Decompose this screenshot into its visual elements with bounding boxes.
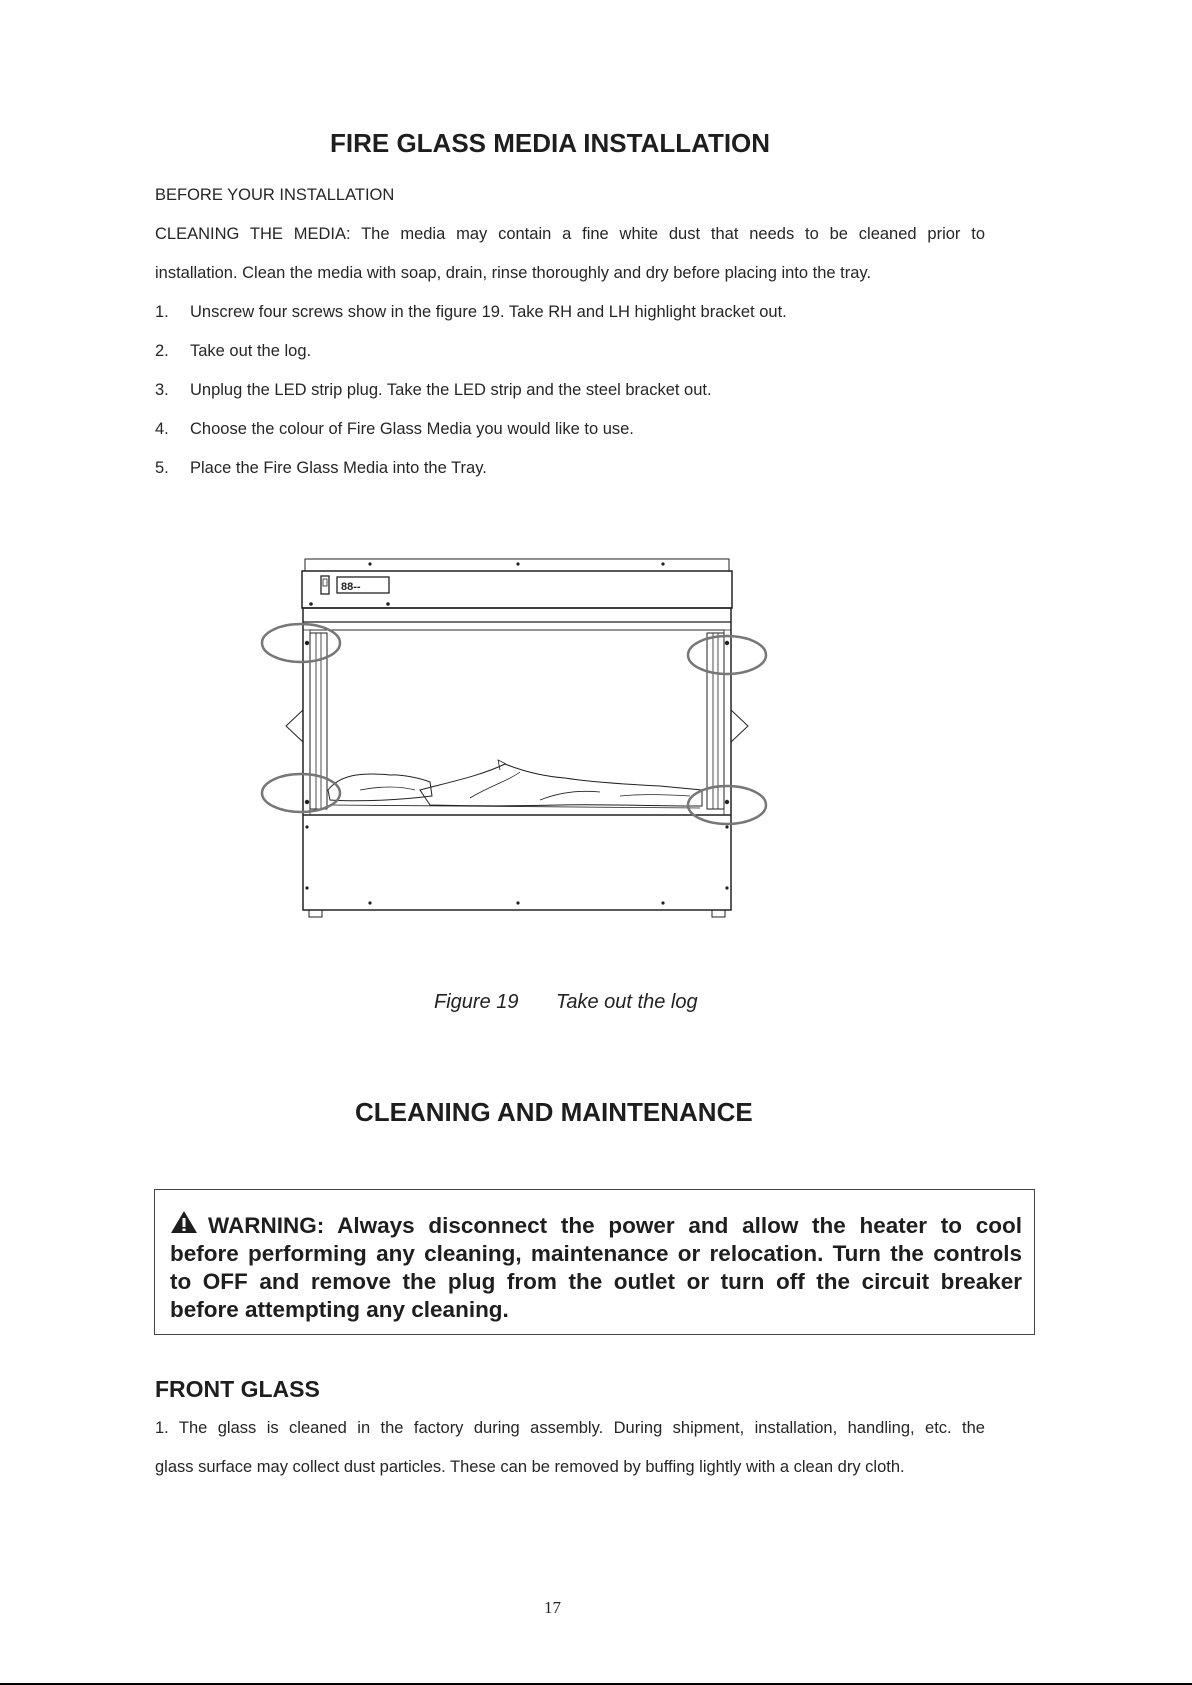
step-number: 1. [155,303,169,321]
front-glass-line1: 1. The glass is cleaned in the factory during assembly. During shipment, installation, handling, etc. the [155,1419,985,1437]
step-text: Unscrew four screws show in the figure 19. Take RH and LH highlight bracket out. [190,303,787,321]
figure-label: Figure 19 [434,991,519,1013]
step-number: 4. [155,420,169,438]
screw-highlight-circle [262,624,340,662]
warning-text: WARNING: Always disconnect the power and allow the heater to cool before performing any cleaning, maintenance or relocation. Turn the controls to OFF and remove the plug from the outlet or turn off the circuit breaker before attempting any cleaning. [170,1213,1022,1322]
step-text: Take out the log. [190,342,312,360]
cleaning-paragraph-line1: CLEANING THE MEDIA: The media may contain a fine white dust that needs to be cleaned prior to [155,225,985,243]
fireplace-figure [255,550,775,920]
warning-text-block [170,1210,1022,1324]
svg-text:88--: 88-- [341,581,361,593]
step-number: 2. [155,342,169,360]
figure-caption: Take out the log [556,991,698,1013]
step-number: 5. [155,459,169,477]
page-number: 17 [544,1598,561,1617]
warning-triangle-icon [170,1210,198,1234]
step-list [0,303,1192,493]
front-glass-line2: glass surface may collect dust particles. These can be removed by buffing lightly with a clean dry cloth. [155,1458,905,1476]
cleaning-paragraph-line2: installation. Clean the media with soap, drain, rinse thoroughly and dry before placing into the tray. [155,264,872,282]
step-text: Place the Fire Glass Media into the Tray. [190,459,487,477]
front-glass-heading: FRONT GLASS [155,1376,320,1402]
screw-highlight-circle [688,786,766,824]
before-installation-subheading: BEFORE YOUR INSTALLATION [155,186,395,204]
warning-box [154,1189,1035,1335]
step-text: Choose the colour of Fire Glass Media you would like to use. [190,420,634,438]
step-text: Unplug the LED strip plug. Take the LED strip and the steel bracket out. [190,381,712,399]
section-title-cleaning: CLEANING AND MAINTENANCE [355,1097,753,1127]
step-number: 3. [155,381,169,399]
section-title-fire-glass: FIRE GLASS MEDIA INSTALLATION [330,128,771,158]
